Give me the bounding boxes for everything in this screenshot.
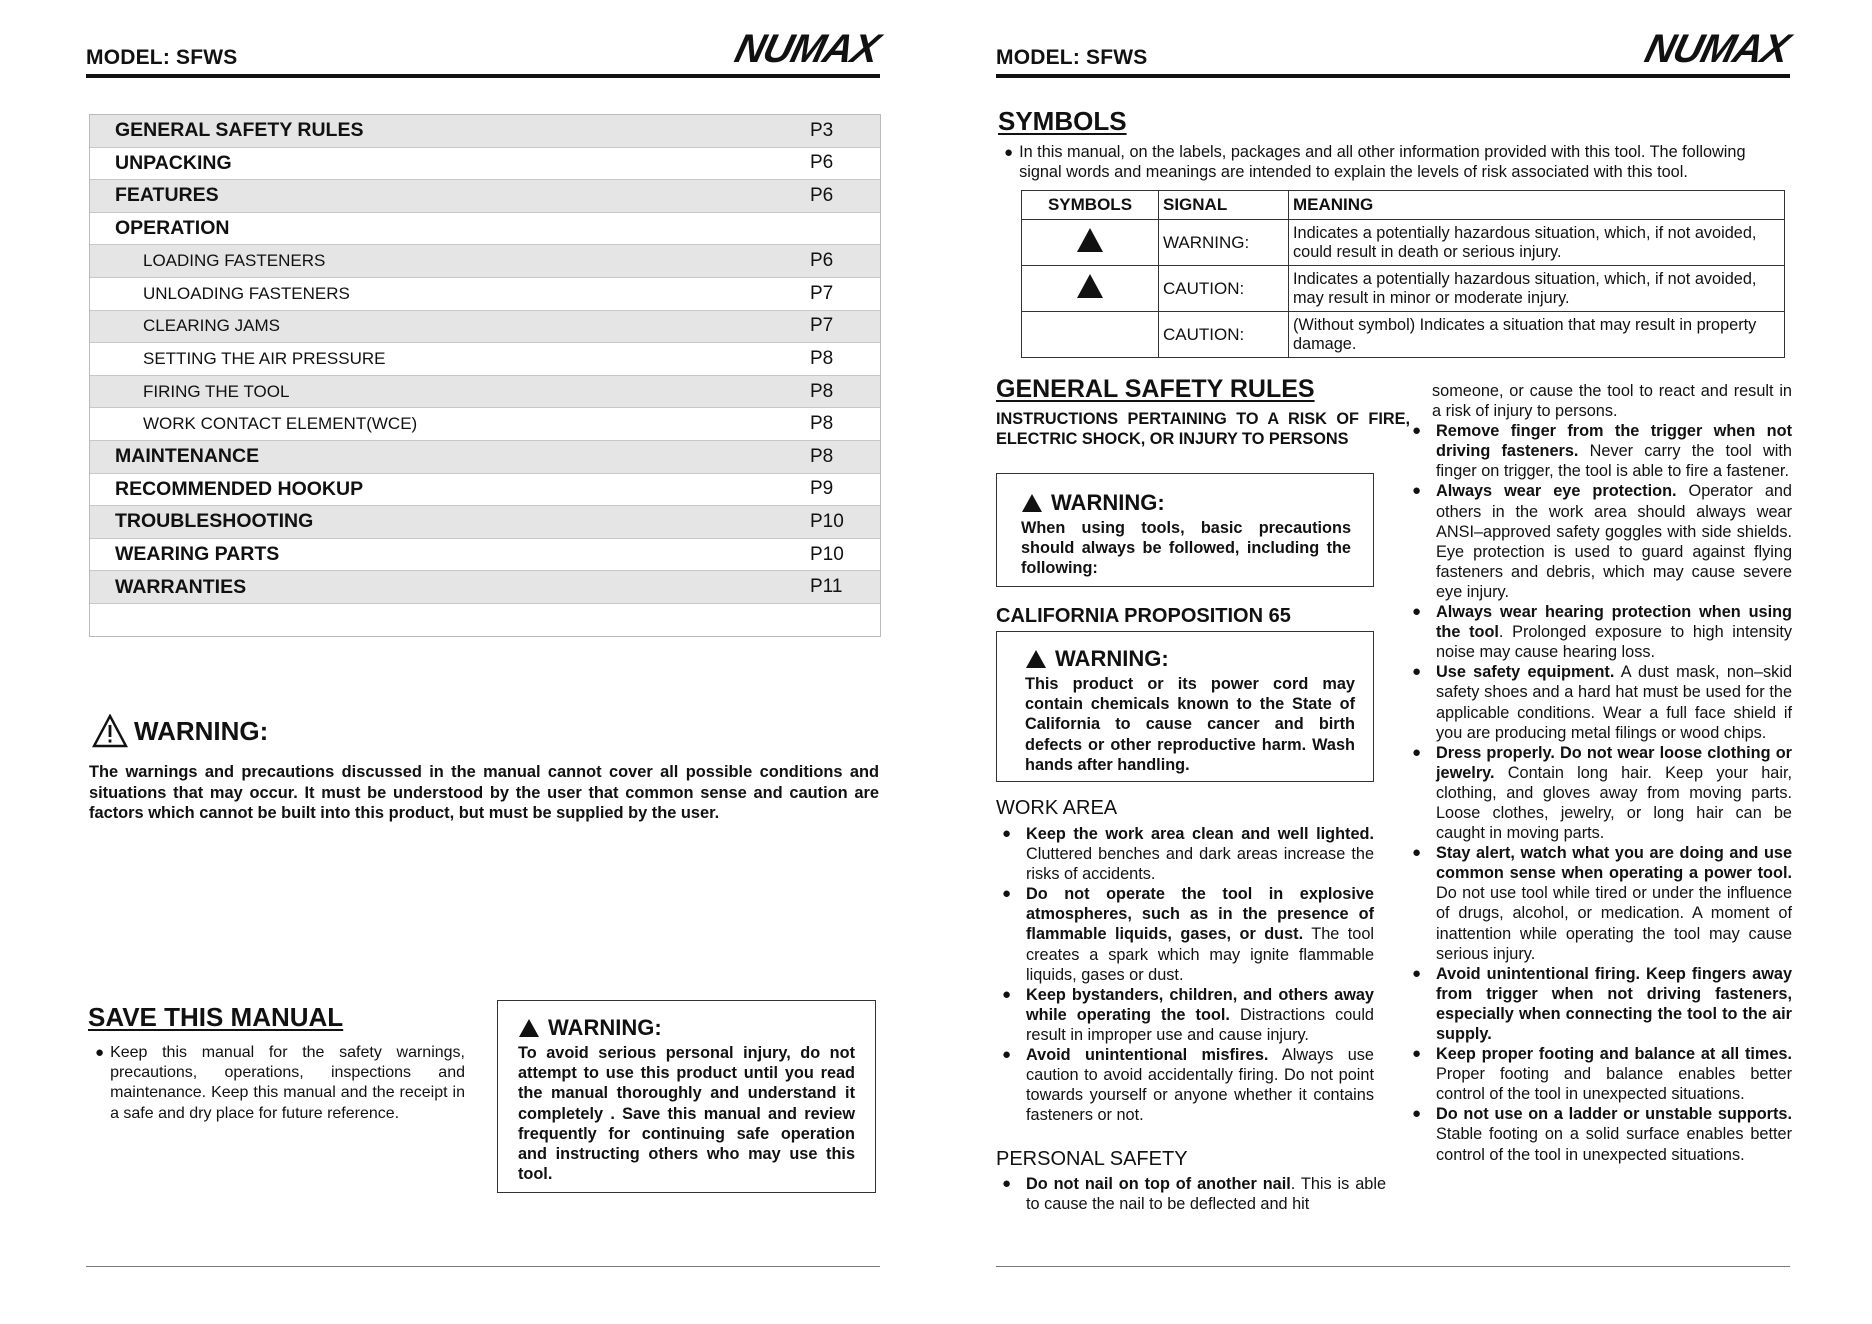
toc-page: P8 [810,347,834,369]
prop65-warning-box [996,631,1374,782]
toc-title: UNPACKING [115,151,232,174]
bullet-icon: ● [1412,603,1422,621]
list-item-text: Operator and others in the work area should always wear ANSI–approved safety goggles with side shields. Eye protection is used to guard against flying fasteners and debris, which may cause severe eye injury. [1436,482,1792,601]
header-rule [996,74,1790,78]
symbol-cell [1022,220,1159,266]
continuation-text: someone, or cause the tool to react and result in a risk of injury to persons. [1432,382,1792,421]
signal-cell: CAUTION: [1159,312,1289,358]
list-item-text: . Prolonged exposure to high intensity noise may cause hearing loss. [1436,623,1793,662]
toc-title: GENERAL SAFETY RULES [115,119,364,142]
list-item-bold: Remove finger from the trigger when not driving fasteners. [1436,422,1792,461]
header-signal: SIGNAL [1159,191,1289,220]
gsr-warning-box [996,473,1374,587]
warning-triangle-icon [1076,227,1104,253]
list-item [1412,662,1792,742]
list-item-text: Always use caution to avoid accidentally firing. Do not point towards yourself or anyone whether it contains fasteners or not. [1026,1046,1374,1125]
warning-triangle-icon [518,1018,540,1038]
list-item [1002,1174,1386,1214]
list-item-text: . This is able to cause the nail to be deflected and hit [1026,1175,1387,1214]
list-item-bold: Always wear eye protection. [1436,482,1677,501]
toc-title: SETTING THE AIR PRESSURE [143,348,386,368]
bullet-icon: ● [1412,964,1422,982]
symbol-cell [1022,312,1159,358]
toc-title: LOADING FASTENERS [143,251,326,271]
symbols-table-row [1022,266,1785,312]
toc-row [90,148,880,181]
list-item-text: Contain long hair. Keep your hair, clothing, and gloves away from moving parts. Loose clothes, jewelry, or long hair can be caught in moving parts. [1436,763,1792,843]
toc-title: UNLOADING FASTENERS [143,283,350,303]
bullet-icon: ● [1002,1175,1012,1192]
toc-page: P6 [810,184,834,206]
save-manual-title: SAVE THIS MANUAL [88,1002,344,1032]
list-item-text: Cluttered benches and dark areas increase the risks of accidents. [1026,845,1374,884]
list-item [1002,884,1374,984]
bullet-icon: ● [1002,825,1012,842]
list-item [1002,824,1374,884]
toc-row [90,245,880,278]
bullet-icon: ● [1004,144,1014,161]
meaning-cell: Indicates a potentially hazardous situation, which, if not avoided, may result in minor or moderate injury. [1289,266,1785,312]
toc-title: WORK CONTACT ELEMENT(WCE) [143,414,418,434]
header-rule [86,74,880,78]
toc-title: CLEARING JAMS [143,316,280,336]
right-page [936,0,1872,1324]
work-area-title: WORK AREA [996,797,1118,819]
symbols-table [1021,190,1785,358]
table-of-contents [89,114,881,637]
save-warning-heading-text: WARNING: [548,1015,662,1040]
toc-row [90,408,880,441]
symbols-intro-text: In this manual, on the labels, packages and all other information provided with this tool. The following signal words and meanings are intended to explain the levels of risk associated with this tool. [1019,143,1746,181]
gsr-warning-heading [1021,490,1351,516]
list-item [1002,1045,1374,1125]
list-item-text: Never carry the tool with finger on trigger, the tool is able to fire a fastener. [1436,442,1792,481]
footer-rule [996,1266,1790,1267]
toc-row [90,278,880,311]
meaning-cell: Indicates a potentially hazardous situation, which, if not avoided, could result in death or serious injury. [1289,220,1785,266]
bullet-icon: ● [1412,422,1422,440]
symbol-cell [1022,266,1159,312]
list-item [1412,964,1792,1044]
model-label: MODEL: SFWS [86,46,238,69]
prop65-warning-heading [1025,646,1355,672]
toc-title: OPERATION [115,217,230,240]
toc-row [90,180,880,213]
list-item-bold: Do not operate the tool in explosive atmospheres, such as in the presence of flammable liquids, gases, or dust. [1026,885,1374,944]
list-item-bold: Keep bystanders, children, and others away while operating the tool. [1026,985,1374,1024]
toc-page: P6 [810,152,834,174]
save-warning-box [497,1000,876,1193]
warning-heading [92,714,268,748]
bullet-icon: ● [1412,844,1422,862]
save-warning-heading [518,1015,855,1041]
symbols-title: SYMBOLS [998,106,1127,136]
warning-triangle-icon [1076,273,1104,299]
toc-page: P3 [810,119,834,141]
brand-logo: NUMAX [730,27,884,71]
list-item [1412,1104,1792,1164]
bullet-icon: ● [1002,985,1012,1003]
toc-page: P9 [810,478,834,500]
toc-page: P11 [810,576,843,598]
list-item-text: Stable footing on a solid surface enables better control of the tool in unexpected situations. [1436,1125,1792,1164]
list-item-bold: Do not use on a ladder or unstable supports. [1436,1105,1792,1124]
list-item-bold: Keep proper footing and balance at all times. [1436,1045,1792,1064]
toc-row [90,539,880,572]
meaning-cell: (Without symbol) Indicates a situation that may result in property damage. [1289,312,1785,358]
warning-triangle-icon [1025,649,1047,669]
model-label: MODEL: SFWS [996,46,1148,69]
toc-page: P8 [810,413,834,435]
toc-title: RECOMMENDED HOOKUP [115,477,364,500]
list-item-text: The tool creates a spark which may ignite flammable liquids, gases or dust. [1026,925,1374,984]
header-symbols: SYMBOLS [1022,191,1159,220]
list-item [1412,421,1792,481]
bullet-icon: ● [1412,482,1422,500]
toc-title: WEARING PARTS [115,543,280,566]
work-area-list [1002,824,1374,1125]
list-item [1412,743,1792,843]
warning-triangle-icon [1021,493,1043,513]
list-item-text: A dust mask, non–skid safety shoes and a hard hat must be used for the applicable conditions. Wear a full face shield if you are producing metal filings or wood chips. [1436,663,1792,742]
bullet-icon: ● [1412,1105,1422,1123]
toc-title: WARRANTIES [115,575,247,598]
gsr-title: GENERAL SAFETY RULES [996,375,1315,403]
footer-rule [86,1266,880,1267]
bullet-icon: ● [95,1044,105,1061]
toc-row [90,506,880,539]
bullet-icon: ● [1412,743,1422,761]
toc-row [90,376,880,409]
symbols-table-header [1022,191,1785,220]
toc-page: P6 [810,250,834,272]
list-item-bold: Dress properly. Do not wear loose clothing or jewelry. [1436,743,1792,782]
personal-safety-title: PERSONAL SAFETY [996,1148,1188,1170]
symbols-table-row [1022,220,1785,266]
prop65-warning-text: This product or its power cord may contain chemicals known to the State of California to cause cancer and birth defects or other reproductive harm. Wash hands after handling. [1025,675,1355,774]
gsr-warning-heading-text: WARNING: [1051,490,1165,515]
symbols-table-row [1022,312,1785,358]
safety-rules-column-2 [1412,381,1792,1165]
warning-paragraph: The warnings and precautions discussed in the manual cannot cover all possible conditions and situations that may occur. It must be understood by the user that common sense and caution are factors which cannot be built into this product, but must be supplied by the user. [89,763,879,822]
list-item [1412,602,1792,662]
gsr-subtitle: INSTRUCTIONS PERTAINING TO A RISK OF FIRE, ELECTRIC SHOCK, OR INJURY TO PERSONS [996,410,1410,449]
list-item-text: Do not use tool while tired or under the influence of drugs, alcohol, or medication. A moment of inattention while operating the tool may cause serious injury. [1436,884,1792,963]
toc-page: P7 [810,282,834,304]
bullet-icon: ● [1002,1046,1012,1064]
toc-title: MAINTENANCE [115,445,260,468]
list-item-bold: Stay alert, watch what you are doing and use common sense when operating a power tool. [1436,844,1792,883]
page-header [86,27,884,78]
gsr-warning-text: When using tools, basic precautions should always be followed, including the following: [1021,519,1351,578]
list-item-bold: Avoid unintentional misfires. [1026,1046,1269,1065]
toc-row-empty [90,604,880,636]
warning-heading-text: WARNING: [134,715,269,746]
toc-row [90,441,880,474]
header-meaning: MEANING [1289,191,1785,220]
prop65-warning-heading-text: WARNING: [1055,646,1169,671]
bullet-icon: ● [1002,885,1012,903]
list-item-bold: Use safety equipment. [1436,663,1615,682]
toc-row [90,311,880,344]
brand-logo: NUMAX [1640,27,1794,71]
toc-row [90,343,880,376]
toc-row [90,571,880,604]
toc-page: P8 [810,445,834,467]
bullet-icon: ● [1412,1045,1422,1063]
toc-page: P10 [810,543,844,565]
save-warning-text: To avoid serious personal injury, do not attempt to use this product until you read the manual thoroughly and understand it completely . Save this manual and review frequently for continuing safe operation and instructing others who may use this tool. [518,1044,855,1184]
list-item [1002,985,1374,1045]
toc-title: FIRING THE TOOL [143,381,290,401]
bullet-icon: ● [1412,663,1422,681]
prop65-title: CALIFORNIA PROPOSITION 65 [996,605,1291,627]
list-item [1412,843,1792,964]
page-header [996,27,1794,78]
toc-page: P7 [810,315,834,337]
signal-cell: WARNING: [1159,220,1289,266]
toc-title: TROUBLESHOOTING [115,510,314,533]
toc-page: P10 [810,510,844,532]
list-item [1412,481,1792,602]
list-item-text: Proper footing and balance enables better control of the tool in unexpected situations. [1436,1065,1792,1104]
toc-title: FEATURES [115,184,219,207]
warning-triangle-icon [92,714,128,748]
toc-row [90,115,880,148]
list-item-bold: Avoid unintentional firing. Keep fingers away from trigger when not driving fasteners, especially when connecting the tool to the air supply. [1436,964,1792,1043]
list-item-text: Distractions could result in improper use and cause injury. [1026,1005,1374,1044]
symbols-intro [1004,143,1792,182]
list-item [1412,1044,1792,1104]
personal-safety-list [1002,1174,1386,1214]
toc-page: P8 [810,380,834,402]
toc-row [90,474,880,507]
save-manual-paragraph [95,1043,465,1124]
save-manual-text: Keep this manual for the safety warnings, precautions, operations, inspections and maintenance. Keep this manual and the receipt in a safe and dry place for future reference. [110,1044,465,1122]
signal-cell: CAUTION: [1159,266,1289,312]
list-item-bold: Keep the work area clean and well lighted. [1026,825,1374,843]
list-item-bold: Do not nail on top of another nail [1026,1175,1291,1193]
list-item-bold: Always wear hearing protection when using the tool [1436,603,1792,642]
toc-row [90,213,880,246]
